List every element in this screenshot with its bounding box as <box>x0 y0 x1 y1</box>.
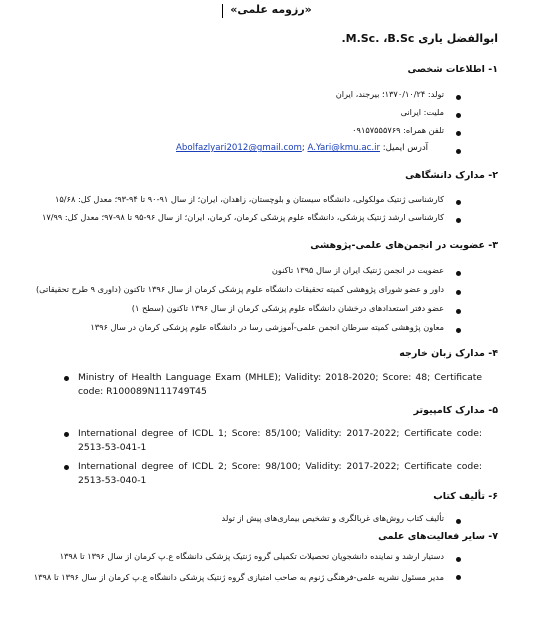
section-membership-heading: ۳- عضویت در انجمن‌های علمی-پژوهشی <box>310 240 498 251</box>
section-personal-heading: ۱- اطلاعات شخصی <box>407 64 498 75</box>
bullet-icon <box>64 432 69 437</box>
bullet-icon <box>456 95 461 100</box>
section-book-heading: ۶- تألیف کتاب <box>433 491 498 502</box>
education-item: کارشناسی ارشد ژنتیک پزشکی، دانشگاه علوم پزشکی کرمان، کرمان، ایران؛ از سال ۹۶-۹۵ تا ۹۸-۹۷؛ معدل کل: ۱۷/۹۹ <box>41 212 444 222</box>
email-link-gmail[interactable]: Abolfazlyari2012@gmail.com <box>176 143 302 153</box>
other-activity-item: مدیر مسئول نشریه علمی-فرهنگی ژنوم به صاحب امتیازی گروه ژنتیک پزشکی دانشگاه ع.پ کرمان از سال ۱۳۹۶ تا ۱۳۹۸ <box>33 572 444 582</box>
section-language-heading: ۴- مدارک زبان خارجه <box>399 348 498 359</box>
bullet-icon <box>64 376 69 381</box>
personal-email-row <box>176 143 446 153</box>
membership-item: معاون پژوهشی کمیته سرطان انجمن علمی-آموزشی رسا در دانشگاه علوم پزشکی کرمان در سال ۱۳۹۶ <box>90 322 444 332</box>
section-computer-heading: ۵- مدارک کامپیوتر <box>413 405 498 416</box>
bullet-icon <box>456 557 461 562</box>
email-label: آدرس ایمیل: <box>382 143 429 153</box>
computer-item: International degree of ICDL 1; Score: 85/100; Validity: 2017-2022; Certificate code: 2513-53-041-1 <box>78 428 482 453</box>
bullet-icon <box>64 465 69 470</box>
bullet-icon <box>456 519 461 524</box>
book-item: تألیف کتاب روش‌های غربالگری و تشخیص بیماری‌های پیش از تولد <box>221 513 444 523</box>
language-item: Ministry of Health Language Exam (MHLE); Validity: 2018-2020; Score: 48; Certificate code: R100089N111749T45 <box>78 372 482 397</box>
section-other-heading: ۷- سایر فعالیت‌های علمی <box>378 531 498 542</box>
bullet-icon <box>456 218 461 223</box>
bullet-icon <box>456 575 461 580</box>
personal-phone: تلفن همراه: ۰۹۱۵۷۵۵۵۷۶۹ <box>352 125 444 135</box>
text-cursor <box>222 4 223 18</box>
person-name: ابوالفضل یاری M.Sc. ،B.Sc. <box>341 32 498 45</box>
bullet-icon <box>456 271 461 276</box>
bullet-icon <box>456 149 461 154</box>
computer-item: International degree of ICDL 2; Score: 98/100; Validity: 2017-2022; Certificate code: 2513-53-040-1 <box>78 461 482 486</box>
section-education-heading: ۲- مدارک دانشگاهی <box>405 170 498 181</box>
education-item: کارشناسی ژنتیک مولکولی، دانشگاه سیستان و بلوچستان، زاهدان، ایران؛ از سال ۹۱-۹۰ تا ۹۴-۹۳؛ معدل کل: ۱۵/۶۸ <box>55 194 444 204</box>
bullet-icon <box>456 328 461 333</box>
bullet-icon <box>456 309 461 314</box>
other-activity-item: دستیار ارشد و نماینده دانشجویان تحصیلات تکمیلی گروه ژنتیک پزشکی دانشگاه ع.پ کرمان از سال ۱۳۹۶ تا ۱۳۹۸ <box>59 551 444 561</box>
email-link-kmu[interactable]: A.Yari@kmu.ac.ir <box>307 143 380 153</box>
bullet-icon <box>456 200 461 205</box>
bullet-icon <box>456 290 461 295</box>
personal-birth: تولد: ۱۳۷۰/۱۰/۲۴؛ بیرجند، ایران <box>335 89 444 99</box>
email-separator: ; <box>301 143 305 153</box>
membership-item: عضو دفتر استعدادهای درخشان دانشگاه علوم پزشکی کرمان از سال ۱۳۹۶ تاکنون (سطح ۱) <box>131 303 444 313</box>
bullet-icon <box>456 131 461 136</box>
bullet-icon <box>456 113 461 118</box>
personal-nationality: ملیت: ایرانی <box>400 107 444 117</box>
membership-item: داور و عضو شورای پژوهشی کمیته تحقیقات دانشگاه علوم پزشکی کرمان از سال ۱۳۹۶ تاکنون (داوری ۹ طرح تحقیقاتی) <box>35 284 444 294</box>
membership-item: عضویت در انجمن ژنتیک ایران از سال ۱۳۹۵ تاکنون <box>271 265 444 275</box>
resume-title: «رزومه علمی» <box>230 3 312 16</box>
